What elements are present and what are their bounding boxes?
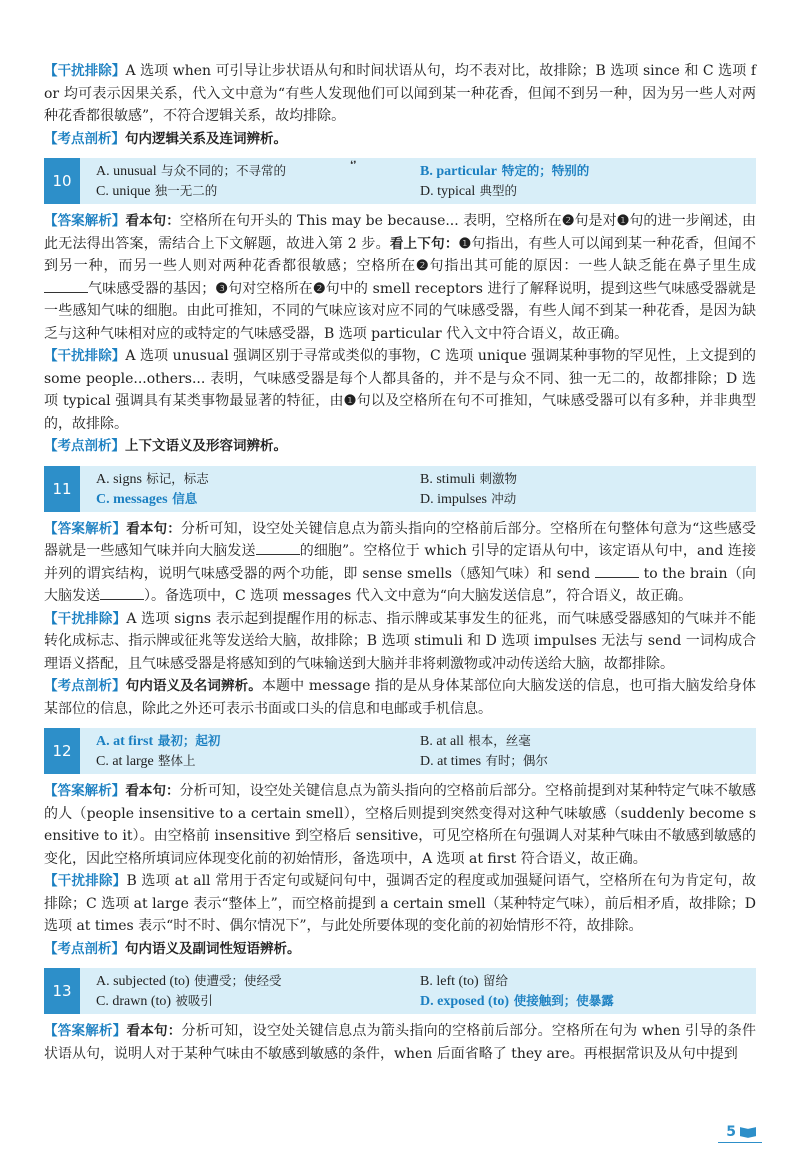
question-13-options <box>44 968 756 1014</box>
q11-answer: 【答案解析】看本句：分析可知，设空处关键信息点为箭头指向的空格前后部分。空格所在句整体句意为“这些感受器就是一些感知气味并向大脑发送 的细胞”。空格位于 which 引导的定语从句中，该定语从句中，and 连接并列的谓宾结构，说明气味感受器的两个功能，即 sense smells（感知气味）和 send to the brain（向大脑发送 ）。备选项中，C 选项 messages 代入文中意为“向大脑发送信息”，符合语义，故正确。 <box>44 520 757 604</box>
question-number: 11 <box>44 466 80 512</box>
option-c: C. drawn (to) 被吸引 <box>96 993 213 1009</box>
question-number: 12 <box>44 728 80 774</box>
page-number: 5 <box>726 1124 736 1140</box>
stray-mark: ❛❜ <box>350 160 357 171</box>
options-grid <box>80 728 756 774</box>
question-12-options <box>44 728 756 774</box>
question-number: 10 <box>44 158 80 204</box>
option-b: B. left (to) 留给 <box>420 973 509 989</box>
q10-distractor: 【干扰排除】A 选项 unusual 强调区别于寻常或类似的事物，C 选项 unique 强调某种事物的罕见性，上文提到的 some people...others... 表明，气味感受器是每个人都具备的，并不是与众不同、独一无二的，故都排除；D 选项 typical 强调具有某类事物最显著的特征，由❶句以及空格所在句不可推知，气味感受器可以有多种，并非典型的，故排除。 <box>44 348 757 432</box>
options-grid <box>80 968 756 1014</box>
book-icon <box>740 1127 756 1138</box>
question-10-options <box>44 158 756 204</box>
q12-answer: 【答案解析】看本句：分析可知，设空处关键信息点为箭头指向的空格前后部分。空格前提到对某种特定气味不敏感的人（people insensitive to a certain smell），空格后则提到突然变得对这种气味敏感（suddenly become sensitive to it）。由空格前 insensitive 到空格后 sensitive，可见空格所在句强调人对某种气味由不敏感到敏感的变化，因此空格所填词应体现变化前的初始情形，备选项中，A 选项 at first 符合语义，故正确。 <box>44 783 757 867</box>
option-c: C. unique 独一无二的 <box>96 183 218 199</box>
q11-point: 【考点剖析】句内语义及名词辨析。本题中 message 指的是从身体某部位向大脑发送的信息，也可指大脑发给身体某部位的信息，除此之外还可表示书面或口头的信息和电邮或手机信息。 <box>44 678 756 717</box>
distractor-tag: 【干扰排除】 <box>44 63 126 79</box>
q10-point: 【考点剖析】上下文语义及形容词辨析。 <box>44 438 287 454</box>
option-b-correct: B. particular 特定的；特别的 <box>420 163 590 179</box>
q13-answer: 【答案解析】看本句：分析可知，设空处关键信息点为箭头指向的空格前后部分。空格所在句为 when 引导的条件状语从句，说明人对于某种气味由不敏感到敏感的条件，when 后面省略了 they are。再根据常识及从句中提到 <box>44 1023 757 1062</box>
option-d: D. typical 典型的 <box>420 183 518 199</box>
q11-distractor: 【干扰排除】A 选项 signs 表示起到提醒作用的标志、指示牌或某事发生的征兆，而气味感受器感知的气味并不能转化成标志、指示牌或征兆等发送给大脑，故排除；B 选项 stimuli 和 D 选项 impulses 无法与 send 一词构成合理语义搭配，且气味感受器是将感知到的气味输送到大脑并非将刺激物或冲动传送给大脑，故都排除。 <box>44 610 756 672</box>
blank <box>44 281 88 293</box>
option-a-correct: A. at first 最初；起初 <box>96 733 221 749</box>
page-footer <box>726 1124 756 1140</box>
options-grid <box>80 466 756 512</box>
question-11-options <box>44 466 756 512</box>
q9-point: 【考点剖析】句内逻辑关系及连词辨析。 <box>44 130 287 147</box>
footer-rule <box>718 1142 762 1143</box>
option-d: D. impulses 冲动 <box>420 490 517 507</box>
option-c-correct: C. messages 信息 <box>96 490 198 507</box>
options-grid <box>80 158 756 204</box>
point-tag: 【考点剖析】 <box>44 130 125 147</box>
q12-point: 【考点剖析】句内语义及副词性短语辨析。 <box>44 940 301 957</box>
option-a: A. subjected (to) 使遭受；使经受 <box>96 973 282 989</box>
q12-distractor: 【干扰排除】B 选项 at all 常用于否定句或疑问句中，强调否定的程度或加强疑问语气，空格所在句为肯定句，故排除；C 选项 at large 表示“整体上”，而空格前提到 a certain smell（某种特定气味），前后相矛盾，故排除；D 选项 at times 表示“时不时、偶尔情况下”，与此处所要体现的变化前的初始情形不符，故排除。 <box>44 873 756 934</box>
option-b: B. stimuli 刺激物 <box>420 470 518 487</box>
option-d-correct: D. exposed (to) 使接触到；使暴露 <box>420 993 614 1009</box>
option-a: A. unusual 与众不同的；不寻常的 <box>96 163 286 179</box>
option-d: D. at times 有时；偶尔 <box>420 753 548 769</box>
option-b: B. at all 根本，丝毫 <box>420 733 531 749</box>
option-a: A. signs 标记，标志 <box>96 470 209 487</box>
q9-distractor: 【干扰排除】A 选项 when 可引导让步状语从句和时间状语从句，均不表对比，故排除；B 选项 since 和 C 选项 for 均可表示因果关系，代入文中意为“有些人发现他们可以闻到某一种花香，但闻不到另一种，因为另一些人对两种花香都很敏感”，不符合逻辑关系，故均排除。 <box>44 63 757 124</box>
question-number: 13 <box>44 968 80 1014</box>
option-c: C. at large 整体上 <box>96 753 196 769</box>
q10-answer: 【答案解析】看本句：空格所在句开头的 This may be because... 表明，空格所在❷句是对❶句的进一步阐述，由此无法得出答案，需结合上下文解题，故进入第 2 步。看上下句：❶句指出，有些人可以闻到某一种花香，但闻不到另一种，而另一些人则对两种花香都很敏感；空格所在❷句指出其可能的原因：一些人缺乏能在鼻子里生成气味感受器的基因；❸句对空格所在❷句中的 smell receptors 进行了解释说明，提到这些气味感受器就是一些感知气味的细胞。由此可推知，不同的气味应该对应不同的气味感受器，有些人闻不到某一种花香，是因为缺乏与这种气味相对应的或特定的气味感受器，B 选项 particular 代入文中符合语义，故正确。 <box>44 213 757 342</box>
